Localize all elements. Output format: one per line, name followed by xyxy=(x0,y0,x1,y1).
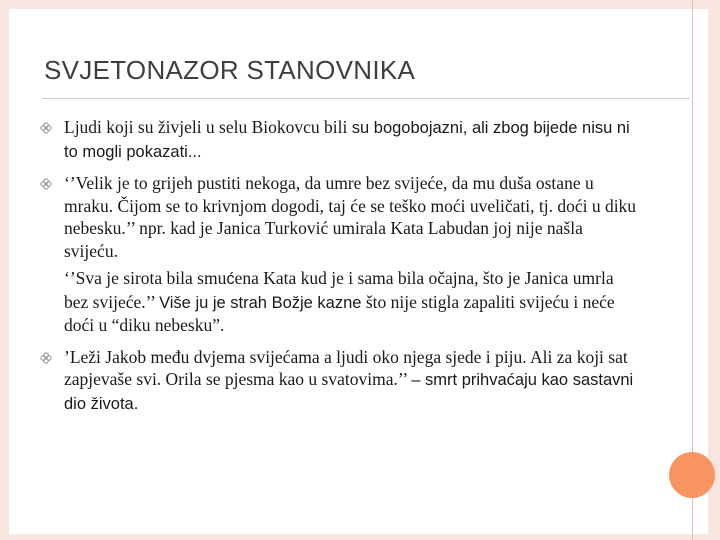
cont-text-sans-a: ć xyxy=(226,270,235,288)
title-divider xyxy=(42,98,690,99)
frame-left-border xyxy=(0,0,9,540)
bullet-text-serif: ’Leži Jakob među dvjema svijećama a ljudi oko njega sjede i piju. Ali za koji sat zapjevaše svi. Orila se pjesma kao u svatovima.’’ xyxy=(64,346,628,389)
bullet-list xyxy=(40,116,640,424)
cont-text-c: što nije stigla zapaliti svijeću i neće doći u “diku nebesku”. xyxy=(64,291,615,335)
bullet-item-2 xyxy=(40,172,640,262)
slide-title: SVJETONAZOR STANOVNIKA xyxy=(44,55,416,85)
bullet-item-1 xyxy=(40,116,640,163)
bullet-item-3 xyxy=(40,346,640,416)
decorative-circle xyxy=(669,452,715,498)
bullet-text-serif: Ljudi koji su živjeli u selu Biokovcu bili xyxy=(64,117,352,137)
frame-right-border xyxy=(708,0,720,540)
cont-text-a: ‘’Sva je sirota bila smu xyxy=(64,268,227,288)
cont-text-sans-b: Više ju je strah Božje kazne xyxy=(159,293,362,312)
flower-bullet-icon xyxy=(40,178,52,190)
cont-text-b: ena Kata kud je i sama bila očajna, što je Janica umrla bez svijeće.’’ xyxy=(64,268,614,312)
bullet-text: ‘’Velik je to grijeh pustiti nekoga, da umre bez svijeće, da mu duša ostane u mraku. Čijom se to krivnjom dogodi, taj će se teško moći uveličati, tj. doći u diku nebesku.’’ npr. kad je Janica Turković umirala Kata Labudan joj nije našla svijeću. xyxy=(64,173,637,261)
frame-bottom-border xyxy=(0,534,720,540)
flower-bullet-icon xyxy=(40,122,52,134)
bullet-text-sans: su bogobojazni, ali zbog bijede nisu ni to mogli pokazati... xyxy=(64,119,630,161)
bullet-text-sans: – smrt prihvaćaju kao sastavni dio života. xyxy=(64,371,634,413)
frame-top-border xyxy=(0,0,720,9)
bullet-continuation xyxy=(40,267,640,337)
flower-bullet-icon xyxy=(40,352,52,364)
